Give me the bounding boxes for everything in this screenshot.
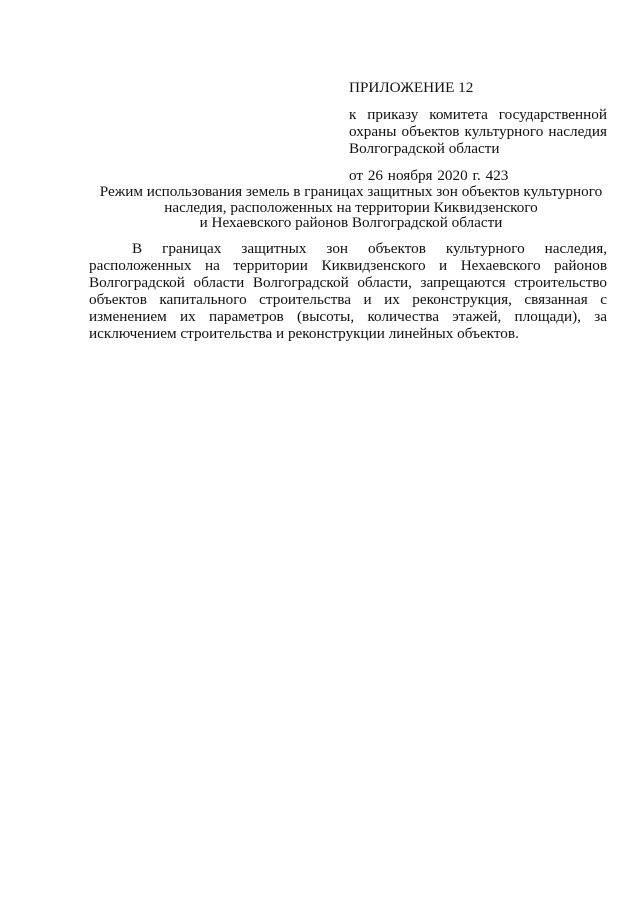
appendix-order-reference: к приказу комитета государственной охраны объектов культурного наследия Волгоградской области: [349, 106, 607, 157]
heading-line-2: наследия, расположенных на территории Киквидзенского: [164, 198, 538, 216]
heading-line-1: Режим использования земель в границах защитных зон объектов культурного: [99, 183, 603, 200]
appendix-date: от 26 ноября 2020 г. 423: [349, 167, 509, 184]
appendix-title: ПРИЛОЖЕНИЕ 12: [349, 79, 474, 96]
document-heading: [85, 184, 617, 231]
appendix-block: [349, 79, 607, 184]
body-paragraph: В границах защитных зон объектов культурного наследия, расположенных на территории Киквидзенского и Нехаевского районов Волгоградской области Волгоградской области, запрещаются строительство объектов капитального строительства и их реконструкция, связанная с изменением их параметров (высоты, количества этажей, площади), за исключением строительства и реконструкции линейных объектов.: [89, 240, 607, 342]
heading-line-3: и Нехаевского районов Волгоградской области: [199, 214, 503, 231]
